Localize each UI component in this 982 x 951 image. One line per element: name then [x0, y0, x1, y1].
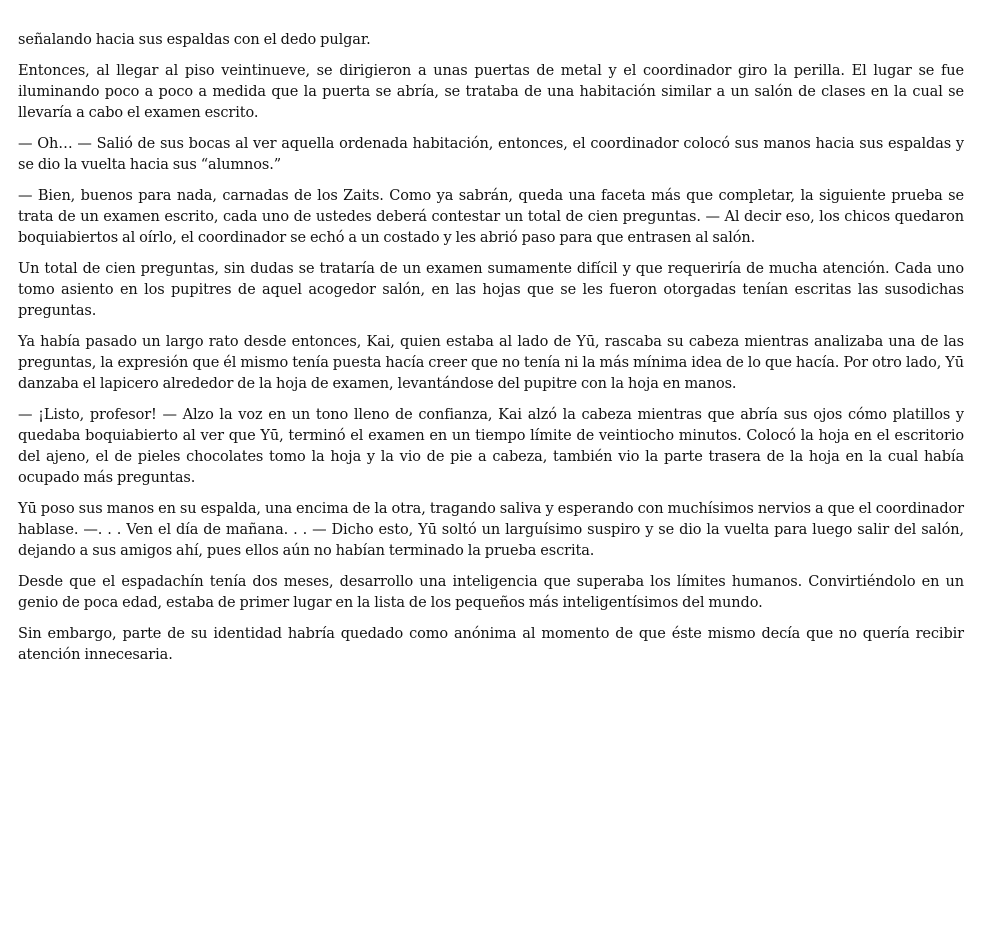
paragraph-7: — ¡Listo, profesor! — Alzo la voz en un tono lleno de confianza, Kai alzó la cabeza mientras que abría sus ojos cómo platillos y quedaba boquiabierto al ver que Yū, terminó el examen en un tiempo límite de veintiocho minutos. Colocó la hoja en el escritorio del ajeno, el de pieles chocolates tomo la hoja y la vio de pie a cabeza, también vio la parte trasera de la hoja en la cual había ocupado más preguntas.	[18, 407, 964, 486]
paragraph-2: Entonces, al llegar al piso veintinueve, se dirigieron a unas puertas de metal y el coordinador giro la perilla. El lugar se fue iluminando poco a poco a medida que la puerta se abría, se trataba de una habitación similar a un salón de clases en la cual se llevaría a cabo el examen escrito.	[18, 63, 964, 121]
paragraph-5: Un total de cien preguntas, sin dudas se trataría de un examen sumamente difícil y que requeriría de mucha atención. Cada uno tomo asiento en los pupitres de aquel acogedor salón, en las hojas que se les fueron otorgadas tenían escritas las susodichas preguntas.	[18, 261, 964, 319]
paragraph-6: Ya había pasado un largo rato desde entonces, Kai, quien estaba al lado de Yū, rascaba su cabeza mientras analizaba una de las preguntas, la expresión que él mismo tenía puesta hacía creer que no tenía ni la más mínima idea de lo que hacía. Por otro lado, Yū danzaba el lapicero alrededor de la hoja de examen, levantándose del pupitre con la hoja en manos.	[18, 334, 964, 392]
paragraph-4: — Bien, buenos para nada, carnadas de los Zaits. Como ya sabrán, queda una faceta más que completar, la siguiente prueba se trata de un examen escrito, cada uno de ustedes deberá contestar un total de cien preguntas. — Al decir eso, los chicos quedaron boquiabiertos al oírlo, el coordinador se echó a un costado y les abrió paso para que entrasen al salón.	[18, 188, 964, 246]
document-body	[18, 30, 964, 676]
paragraph-10: Sin embargo, parte de su identidad habría quedado como anónima al momento de que éste mismo decía que no quería recibir atención innecesaria.	[18, 626, 964, 663]
paragraph-1: señalando hacia sus espaldas con el dedo pulgar.	[18, 32, 371, 48]
paragraph-3: — Oh… — Salió de sus bocas al ver aquella ordenada habitación, entonces, el coordinador colocó sus manos hacia sus espaldas y se dio la vuelta hacia sus “alumnos.”	[18, 136, 964, 173]
paragraph-9: Desde que el espadachín tenía dos meses, desarrollo una inteligencia que superaba los límites humanos. Convirtiéndolo en un genio de poca edad, estaba de primer lugar en la lista de los pequeños más inteligentísimos del mundo.	[18, 574, 964, 611]
paragraph-8: Yū poso sus manos en su espalda, una encima de la otra, tragando saliva y esperando con muchísimos nervios a que el coordinador hablase. —. . . Ven el día de mañana. . . — Dicho esto, Yū soltó un larguísimo suspiro y se dio la vuelta para luego salir del salón, dejando a sus amigos ahí, pues ellos aún no habían terminado la prueba escrita.	[18, 501, 964, 559]
